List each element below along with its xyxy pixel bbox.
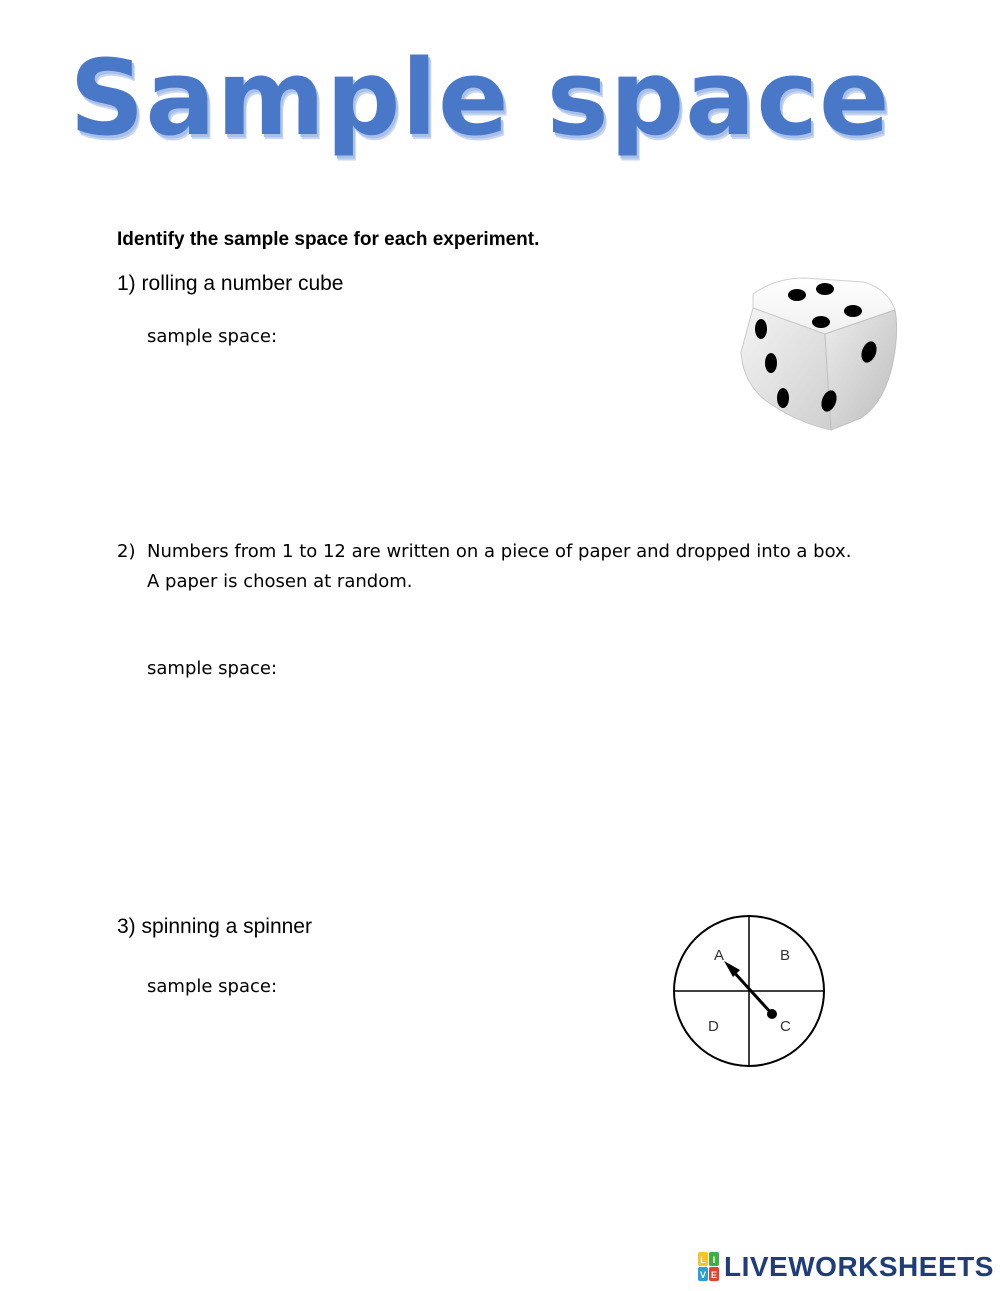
- question-3-number: 3): [117, 915, 136, 938]
- question-2-text-line2: A paper is chosen at random.: [147, 571, 413, 592]
- logo-letter-e: E: [710, 1270, 718, 1280]
- logo-letter-l: L: [700, 1255, 706, 1265]
- spinner-label-c: C: [780, 1018, 791, 1035]
- instructions: Identify the sample space for each experiment.: [117, 229, 540, 250]
- question-1-number: 1): [117, 272, 136, 295]
- question-3: [117, 915, 312, 939]
- spinner-label-a: A: [714, 947, 725, 964]
- liveworksheets-brand-text: LIVEWORKSHEETS: [724, 1251, 994, 1282]
- question-1-sample-space-label: sample space:: [147, 326, 278, 347]
- logo-letter-i: I: [712, 1255, 716, 1265]
- spinner-label-b: B: [780, 947, 791, 964]
- question-1-text: rolling a number cube: [141, 272, 344, 295]
- page-title: Sample space: [69, 37, 891, 159]
- question-1: [117, 272, 343, 296]
- spinner-pivot: [767, 1009, 777, 1019]
- logo-letter-v: V: [699, 1270, 707, 1280]
- liveworksheets-logo[interactable]: [698, 1251, 994, 1283]
- question-3-sample-space-label: sample space:: [147, 976, 278, 997]
- question-3-text: spinning a spinner: [141, 915, 312, 938]
- spinner-image: [670, 912, 830, 1072]
- spinner-label-d: D: [708, 1018, 719, 1035]
- question-2-text-line1: Numbers from 1 to 12 are written on a piece of paper and dropped into a box.: [147, 541, 852, 562]
- liveworksheets-logo-icon: [698, 1252, 720, 1282]
- question-2-sample-space-label: sample space:: [147, 658, 278, 679]
- dice-image: [735, 272, 905, 440]
- question-2-number: 2): [117, 541, 136, 562]
